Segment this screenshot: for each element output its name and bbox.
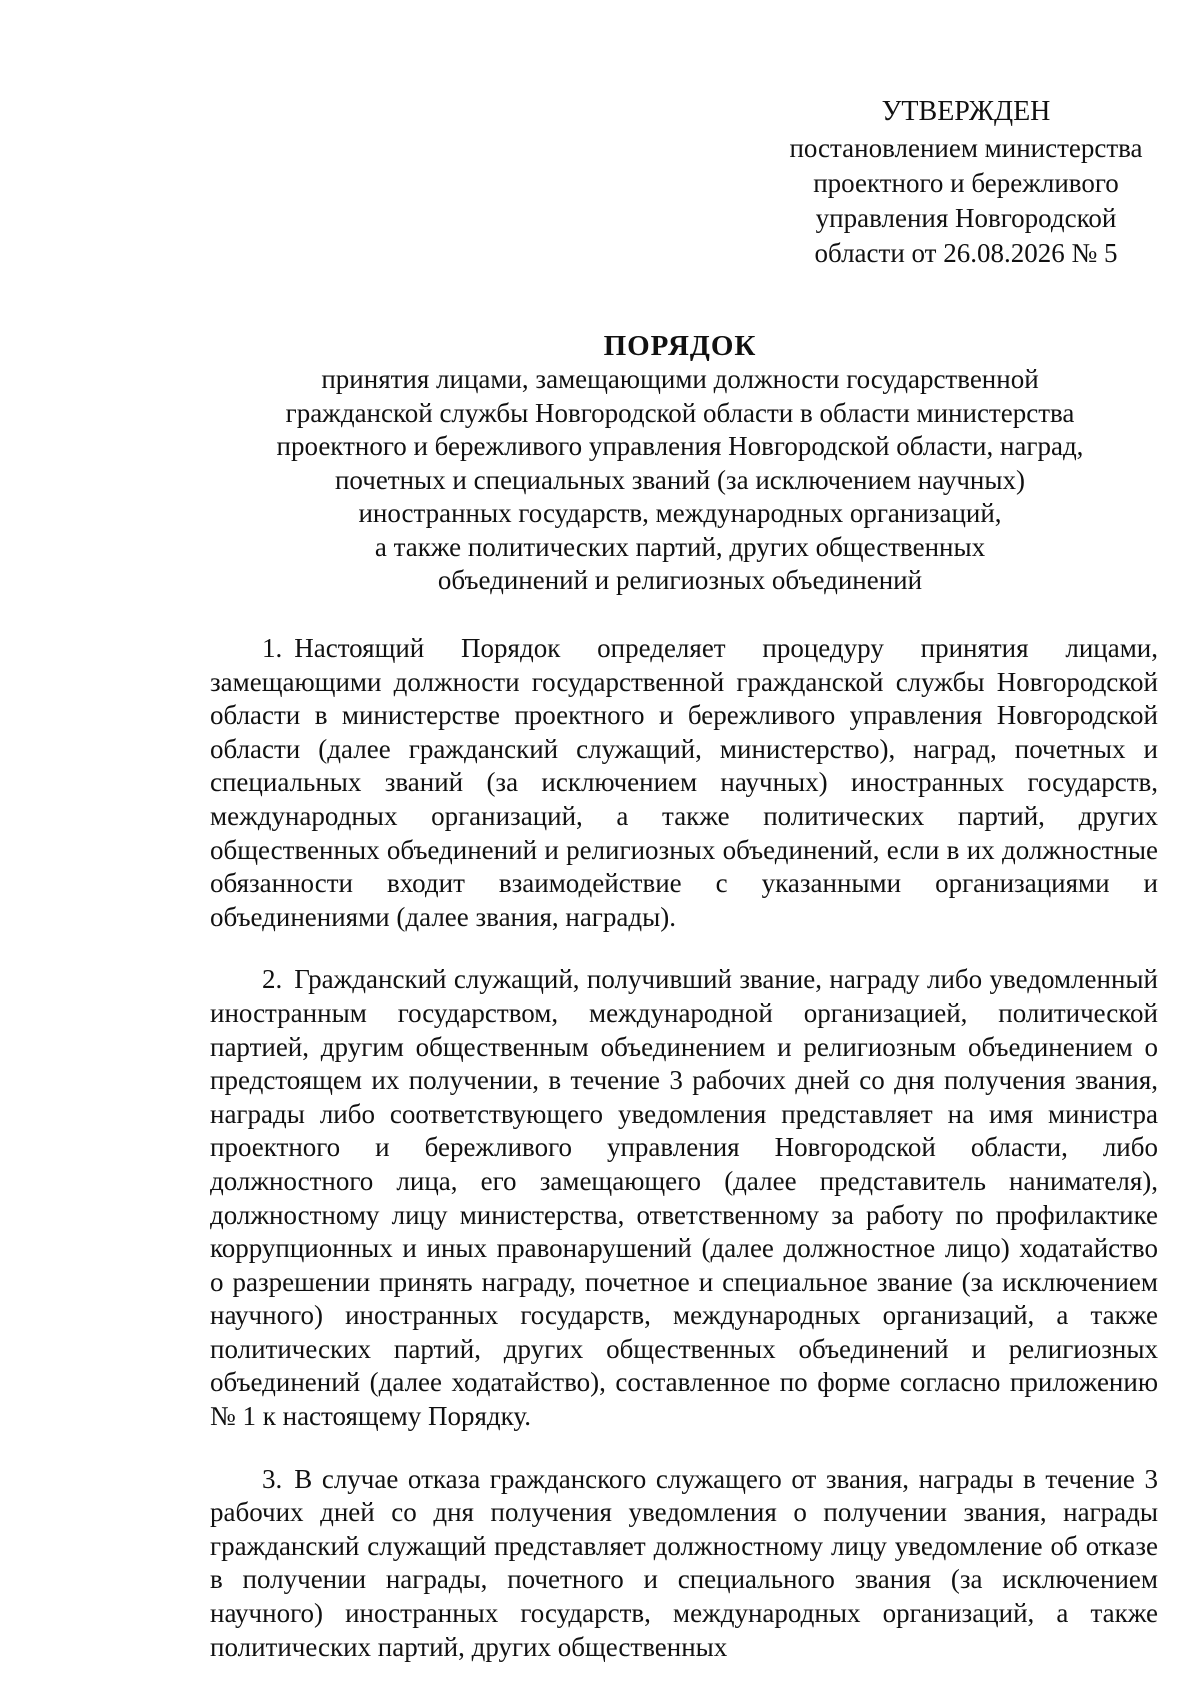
paragraph-number: 1. <box>262 633 283 663</box>
document-heading: ПОРЯДОК <box>603 330 757 362</box>
paragraph-text: Настоящий Порядок определяет процедуру принятия лицами, замещающими должности государственной гражданской службы Новгородской области в министерстве проектного и бережливого управления Новгородской области (далее гражданский служащий, министерство), наград, почетных и специальных званий (за исключением научных) иностранных государств, международных организаций, а также политических партий, других общественных объединений и религиозных объединений, если в их должностные обязанности входит взаимодействие с указанными организациями и объединениями (далее звания, награды). <box>210 633 1158 932</box>
paragraph-text: Гражданский служащий, получивший звание, награду либо уведомленный иностранным государством, международной организацией, политической партией, другим общественным объединением и религиозным объединением о предстоящем их получении, в течение 3 рабочих дней со дня получения звания, награды либо соответствующего уведомления представляет на имя министра проектного и бережливого управления Новгородской области, либо должностного лица, его замещающего (далее представитель нанимателя), должностному лицу министерства, ответственному за работу по профилактике коррупционных и иных правонарушений (далее должностное лицо) ходатайство о разрешении принять награду, почетное и специальное звание (за исключением научного) иностранных государств, международных организаций, а также политических партий, других общественных объединений и религиозных объединений (далее ходатайство), составленное по форме согласно приложению № 1 к настоящему Порядку. <box>210 964 1158 1432</box>
document-subtitle-line: объединений и религиозных объединений <box>437 565 923 595</box>
approval-line: проектного и бережливого <box>813 168 1119 198</box>
approval-line: постановлением министерства <box>789 133 1143 163</box>
paragraph-number: 3. <box>262 1463 283 1494</box>
approval-title: УТВЕРЖДЕН <box>881 96 1051 127</box>
document-title-block <box>200 329 1160 598</box>
paragraph-text: В случае отказа гражданского служащего от звания, награды в течение 3 рабочих дней со дня получения уведомления о получении звания, награды гражданский служащий представляет должностному лицу уведомление об отказе в получении награды, почетного и специального звания (за исключением научного) иностранных государств, международных организаций, а также политических партий, других общественных <box>210 1463 1158 1662</box>
approval-line: области от 26.08.2026 № 5 <box>814 238 1118 268</box>
document-body <box>210 632 1158 1693</box>
paragraph-number: 2. <box>262 964 283 995</box>
paragraph-3 <box>210 1463 1158 1665</box>
paragraph-2 <box>210 963 1158 1433</box>
approval-stamp-block <box>776 94 1156 271</box>
document-subtitle-line: почетных и специальных званий (за исключением научных) <box>334 464 1026 495</box>
approval-line: управления Новгородской <box>815 203 1117 233</box>
document-subtitle-line: проектного и бережливого управления Новгородской области, наград, <box>276 431 1084 461</box>
paragraph-1 <box>210 632 1158 934</box>
document-subtitle-line: а также политических партий, других общественных <box>374 531 986 562</box>
document-subtitle-line: принятия лицами, замещающими должности государственной <box>321 364 1039 394</box>
document-subtitle-line: гражданской службы Новгородской области в области министерства <box>285 397 1075 428</box>
document-subtitle-line: иностранных государств, международных организаций, <box>358 498 1002 528</box>
